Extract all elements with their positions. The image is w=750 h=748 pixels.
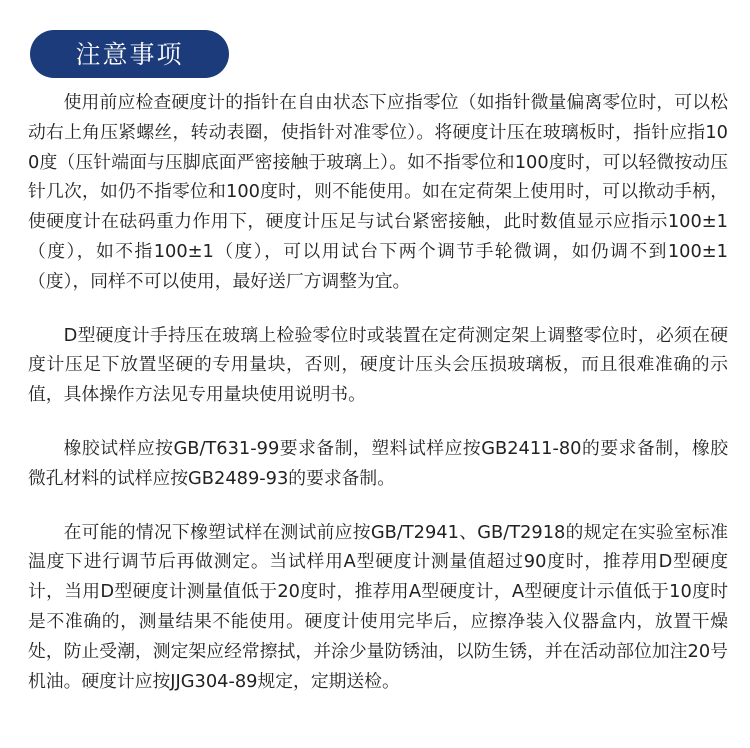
paragraph-zero-check: 使用前应检查硬度计的指针在自由状态下应指零位（如指针微量偏离零位时，可以松动右上角压紧螺丝，转动表圈，使指针对准零位）。将硬度计压在玻璃板时，指针应指100度（压针端面与压脚底面严密接触于玻璃上）。如不指零位和100度时，可以轻微按动压针几次，如仍不指零位和100度时，则不能使用。如在定荷架上使用时，可以揿动手柄，使硬度计在砝码重力作用下，硬度计压足与试台紧密接触，此时数值显示应指示100±1（度），如不指100±1（度），可以用试台下两个调节手轮微调，如仍调不到100±1（度），同样不可以使用，最好送厂方调整为宜。 xyxy=(28,92,728,292)
section-title-badge xyxy=(30,30,229,78)
notice-content xyxy=(28,88,728,696)
section-title: 注意事项 xyxy=(75,39,184,69)
paragraph-conditioning-and-maintenance: 在可能的情况下橡塑试样在测试前应按GB/T2941、GB/T2918的规定在实验室标准温度下进行调节后再做测定。当试样用A型硬度计测量值超过90度时，推荐用D型硬度计，当用D型硬度计测量值低于20度时，推荐用A型硬度计，A型硬度计示值低于10度时是不准确的，测量结果不能使用。硬度计使用完毕后，应擦净装入仪器盒内，放置干燥处，防止受潮，测定架应经常擦拭，并涂少量防锈油，以防生锈，并在活动部位加注20号机油。硬度计应按JJG304-89规定，定期送检。 xyxy=(28,521,728,692)
paragraph-sample-preparation: 橡胶试样应按GB/T631-99要求备制，塑料试样应按GB2411-80的要求备制，橡胶微孔材料的试样应按GB2489-93的要求备制。 xyxy=(28,437,728,489)
paragraph-d-type-check: D型硬度计手持压在玻璃上检验零位时或装置在定荷测定架上调整零位时，必须在硬度计压足下放置坚硬的专用量块，否则，硬度计压头会压损玻璃板，而且很难准确的示值，具体操作方法见专用量块使用说明书。 xyxy=(28,324,728,406)
